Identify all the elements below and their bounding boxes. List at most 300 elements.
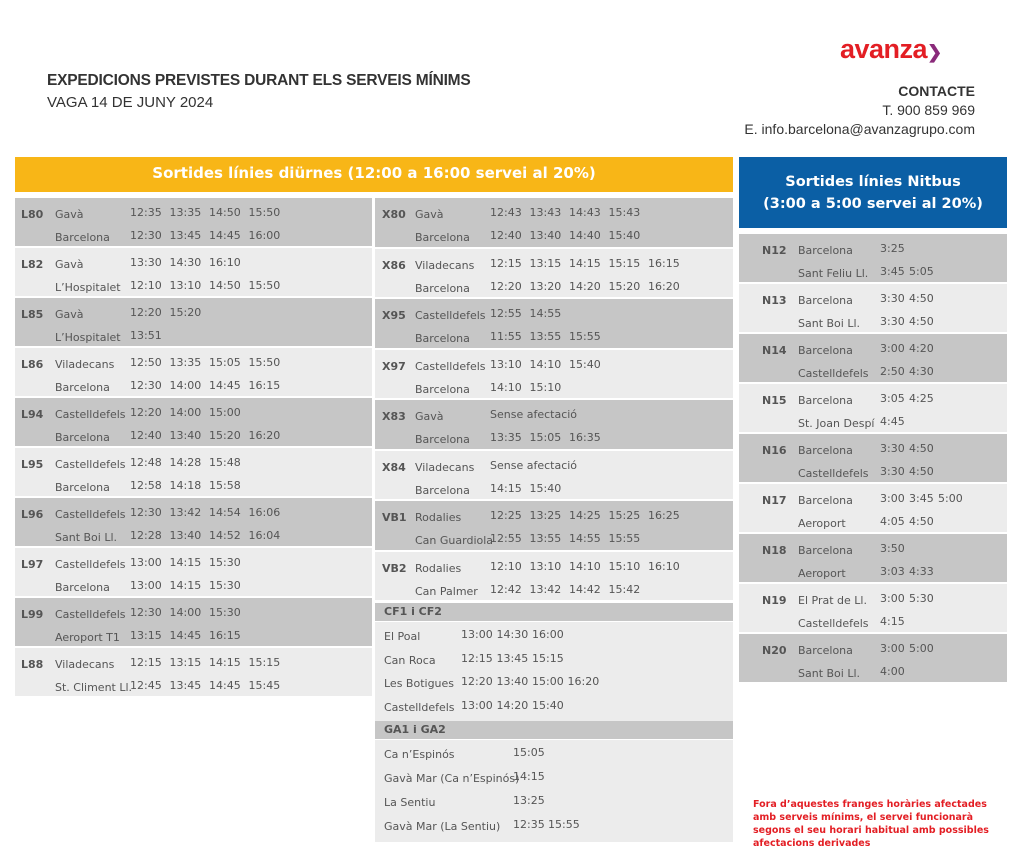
stop-name: Gavà Mar (Ca n’Espinós) <box>384 772 520 785</box>
stop-name: Barcelona <box>798 294 853 307</box>
departure-time: 12:30 <box>130 606 162 619</box>
departure-time: 12:15 <box>490 256 522 270</box>
departure-time: 12:30 <box>130 229 162 242</box>
departure-time: 14:55 <box>529 307 562 320</box>
departure-time: 12:50 <box>130 356 162 369</box>
stop-name: Barcelona <box>415 382 470 396</box>
departure-time: 13:00 <box>130 556 162 569</box>
stop-name: Gavà <box>415 208 444 221</box>
departure-time: 14:55 <box>569 532 601 545</box>
line-row <box>739 484 1007 532</box>
line-row <box>375 198 733 247</box>
line-row <box>375 400 733 449</box>
stop-name: Barcelona <box>415 231 470 244</box>
departure-time: 14:30 <box>169 256 202 269</box>
departure-time: 16:35 <box>569 431 601 444</box>
departure-time: 15:55 <box>608 532 641 545</box>
departure-time: 16:00 <box>532 628 564 641</box>
stop-name: Can Roca <box>384 653 436 667</box>
stop-name: Castelldefels <box>798 367 869 380</box>
departure-time: 13:25 <box>529 509 562 522</box>
line-row <box>15 198 372 246</box>
departure-time: 4:30 <box>909 365 934 378</box>
departure-time: 13:40 <box>169 429 202 442</box>
departure-time: 12:40 <box>490 229 522 242</box>
line-code: X97 <box>382 359 406 373</box>
line-row <box>15 648 372 696</box>
departure-time: 12:20 <box>461 675 493 688</box>
stop-name: Barcelona <box>55 431 110 444</box>
line-row <box>739 534 1007 582</box>
departure-time: 13:00 <box>130 579 162 592</box>
line-code: L97 <box>21 558 44 571</box>
line-row <box>15 598 372 646</box>
day-lines-heading: Sortides línies diürnes (12:00 a 16:00 servei al 20%) <box>15 157 733 192</box>
departure-time: 15:40 <box>569 357 601 371</box>
departure-time: 13:43 <box>529 206 562 219</box>
departure-time: 15:45 <box>248 679 281 692</box>
departure-time: 14:45 <box>209 379 241 392</box>
departure-time: 15:15 <box>248 656 281 669</box>
departure-time: 16:06 <box>248 506 281 519</box>
departure-time: 4:00 <box>880 665 905 678</box>
departure-time: 13:10 <box>529 559 562 573</box>
stop-name: El Prat de Ll. <box>798 594 867 607</box>
departure-time: 15:58 <box>209 479 241 492</box>
departure-time: 3:30 <box>880 465 905 478</box>
stop-name: Gavà <box>55 308 84 321</box>
departure-time: 16:00 <box>248 229 281 242</box>
line-row <box>15 498 372 546</box>
departure-time: 15:50 <box>248 206 281 219</box>
section-heading: GA1 i GA2 <box>375 721 733 739</box>
stop-name: Viladecans <box>415 258 475 272</box>
stop-name: Barcelona <box>798 394 853 407</box>
departure-time: 14:00 <box>169 606 202 619</box>
line-code: VB1 <box>382 511 407 524</box>
departure-time: 13:55 <box>529 330 562 343</box>
line-row <box>15 348 372 396</box>
departure-time: 3:30 <box>880 292 905 305</box>
stop-name: Gavà <box>415 410 444 423</box>
line-row <box>375 299 733 348</box>
stop-name: Viladecans <box>415 460 475 474</box>
stop-name: Rodalies <box>415 561 462 575</box>
departure-time: 14:15 <box>169 579 202 592</box>
departure-time: 16:10 <box>209 256 241 269</box>
line-row <box>15 398 372 446</box>
departure-time: 16:15 <box>209 629 241 642</box>
departure-time: 15:43 <box>608 206 641 219</box>
stop-name: Barcelona <box>798 444 853 457</box>
line-code: L86 <box>21 358 44 371</box>
departure-time: 15:20 <box>209 429 241 442</box>
departure-time: 12:28 <box>130 529 162 542</box>
departure-time: 16:10 <box>648 559 680 573</box>
line-row <box>15 248 372 296</box>
departure-time: 12:45 <box>130 679 162 692</box>
contact-phone: T. 900 859 969 <box>882 102 975 118</box>
stop-name: Barcelona <box>415 433 470 446</box>
departure-time: 12:30 <box>130 379 162 392</box>
departure-time: 15:50 <box>248 279 281 292</box>
departure-time: 12:35 <box>130 206 162 219</box>
stop-name: Barcelona <box>798 494 853 507</box>
line-row <box>739 584 1007 632</box>
departure-time: 13:42 <box>169 506 202 519</box>
departure-time: 3:03 <box>880 565 905 578</box>
stop-name: Sant Boi Ll. <box>55 531 118 544</box>
departure-time: 14:20 <box>496 698 529 712</box>
departure-time: 13:45 <box>169 679 202 692</box>
departure-time: 14:15 <box>490 481 522 495</box>
departure-time: 4:50 <box>909 515 934 528</box>
contact-email[interactable]: E. info.barcelona@avanzagrupo.com <box>744 121 975 137</box>
departure-time: 15:20 <box>169 306 202 319</box>
departure-time: 14:43 <box>569 206 601 219</box>
departure-time: 14:50 <box>209 206 241 219</box>
stop-name: Aeroport T1 <box>55 631 120 644</box>
line-code: L95 <box>21 458 44 471</box>
departure-time: 3:00 <box>880 492 905 505</box>
departure-time: 15:10 <box>529 380 562 394</box>
line-code: L82 <box>21 258 44 271</box>
page-title: EXPEDICIONS PREVISTES DURANT ELS SERVEIS MÍNIMS <box>47 72 471 89</box>
departure-time: 14:25 <box>569 509 601 522</box>
departure-time: 15:42 <box>608 582 641 596</box>
departure-time: 14:52 <box>209 529 241 542</box>
departure-time: 13:20 <box>529 279 562 293</box>
departure-time: 14:40 <box>569 229 601 242</box>
departure-time: 13:45 <box>496 651 529 665</box>
line-code: X83 <box>382 410 406 423</box>
stop-name: Castelldefels <box>55 458 126 471</box>
line-code: X80 <box>382 208 406 221</box>
departure-time: 13:15 <box>169 656 202 669</box>
departure-time: 14:10 <box>569 559 601 573</box>
line-code: N15 <box>762 394 787 407</box>
departure-time: Sense afectació <box>490 458 578 472</box>
line-code: N17 <box>762 494 787 507</box>
departure-time: 15:05 <box>513 746 545 759</box>
departure-time: 13:35 <box>169 206 202 219</box>
departure-time: 16:20 <box>567 675 600 688</box>
departure-time: 16:04 <box>248 529 281 542</box>
departure-time: 15:30 <box>209 556 241 569</box>
departure-time: 15:15 <box>608 256 641 270</box>
departure-time: 13:35 <box>169 356 202 369</box>
departure-time: 14:45 <box>209 679 241 692</box>
line-row <box>15 448 372 496</box>
departure-time: 15:40 <box>529 481 562 495</box>
departure-time: 3:00 <box>880 642 905 655</box>
departure-time: 13:10 <box>169 279 202 292</box>
stop-name: Can Guardiola <box>415 534 494 547</box>
departure-time: 12:55 <box>490 307 522 320</box>
departure-time: 15:48 <box>209 456 241 469</box>
line-code: L96 <box>21 508 44 521</box>
departure-time: 16:25 <box>648 509 680 522</box>
departure-time: 15:25 <box>608 509 641 522</box>
departure-time: 14:28 <box>169 456 202 469</box>
stop-name: Gavà <box>55 258 84 271</box>
stop-name: St. Joan Despí <box>798 417 875 430</box>
contact-heading: CONTACTE <box>898 83 975 99</box>
departure-time: 4:20 <box>909 342 934 355</box>
departure-time: 13:40 <box>169 529 202 542</box>
departure-time: 13:51 <box>130 329 162 342</box>
departure-time: 15:55 <box>548 818 580 831</box>
stop-name: Barcelona <box>415 483 470 497</box>
line-row <box>739 334 1007 382</box>
stop-name: Viladecans <box>55 658 115 671</box>
departure-time: 15:20 <box>608 279 641 293</box>
departure-time: 15:15 <box>532 651 564 665</box>
stop-name: Barcelona <box>55 481 110 494</box>
departure-time: 2:50 <box>880 365 905 378</box>
departure-time: 15:50 <box>248 356 281 369</box>
departure-time: 13:55 <box>529 532 562 545</box>
departure-time: 14:15 <box>169 556 202 569</box>
departure-time: 12:15 <box>461 651 493 665</box>
departure-time: 12:10 <box>130 279 162 292</box>
departure-time: 13:45 <box>169 229 202 242</box>
stop-name: Barcelona <box>415 281 470 295</box>
departure-time: 14:50 <box>209 279 241 292</box>
stop-name: Aeroport <box>798 567 846 580</box>
departure-time: 12:25 <box>490 509 522 522</box>
departure-time: 12:43 <box>490 206 522 219</box>
departure-time: 12:20 <box>130 306 162 319</box>
line-code: N16 <box>762 444 787 457</box>
stop-name: Les Botigues <box>384 677 455 690</box>
departure-time: 3:30 <box>880 315 905 328</box>
departure-time: 12:30 <box>130 506 162 519</box>
stop-name: Castelldefels <box>55 558 126 571</box>
departure-time: 12:20 <box>130 406 162 419</box>
departure-time: 5:00 <box>909 642 934 655</box>
departure-time: 13:42 <box>529 582 562 596</box>
stop-name: Viladecans <box>55 358 115 371</box>
line-code: X84 <box>382 460 406 474</box>
stop-name: Barcelona <box>798 344 853 357</box>
departure-time: 15:10 <box>608 559 641 573</box>
departure-time: 14:18 <box>169 479 202 492</box>
departure-time: 15:40 <box>532 698 564 712</box>
departure-time: 14:15 <box>569 256 601 270</box>
departure-time: 15:05 <box>209 356 241 369</box>
contact-block <box>744 82 975 139</box>
departure-time: 12:58 <box>130 479 162 492</box>
logo-chevron-icon: ❯ <box>927 42 942 62</box>
departure-time: 14:15 <box>513 770 545 783</box>
departure-time: 5:05 <box>909 265 934 278</box>
departure-time: Sense afectació <box>490 408 578 421</box>
stop-name: Barcelona <box>55 381 110 394</box>
stop-name: Castelldefels <box>55 608 126 621</box>
line-code: N12 <box>762 244 787 257</box>
line-row <box>375 350 733 399</box>
departure-time: 16:20 <box>248 429 281 442</box>
stop-name: Sant Feliu Ll. <box>798 267 869 280</box>
departure-time: 14:00 <box>169 406 202 419</box>
departure-time: 3:30 <box>880 442 905 455</box>
departure-time: 14:42 <box>569 582 601 596</box>
departure-time: 13:35 <box>490 431 522 444</box>
stop-name: Castelldefels <box>415 359 486 373</box>
line-row <box>375 451 733 500</box>
line-row <box>15 548 372 596</box>
departure-time: 12:10 <box>490 559 522 573</box>
stop-name: L’Hospitalet <box>55 281 121 294</box>
departure-time: 12:42 <box>490 582 522 596</box>
departure-time: 4:33 <box>909 565 934 578</box>
line-row <box>739 434 1007 482</box>
departure-time: 3:05 <box>880 392 905 405</box>
departure-time: 5:30 <box>909 592 934 605</box>
departure-time: 14:10 <box>490 380 522 394</box>
departure-time: 13:15 <box>130 629 162 642</box>
stop-name: Castelldefels <box>798 617 869 630</box>
departure-time: 5:00 <box>938 492 963 505</box>
stop-name: Gavà <box>55 208 84 221</box>
departure-time: 12:35 <box>513 818 545 831</box>
line-code: N18 <box>762 544 787 557</box>
departure-time: 4:50 <box>909 315 934 328</box>
departure-time: 4:50 <box>909 292 934 305</box>
line-row <box>739 234 1007 282</box>
departure-time: 15:40 <box>608 229 641 242</box>
departure-time: 13:00 <box>461 698 493 712</box>
departure-time: 3:50 <box>880 542 905 555</box>
departure-time: 14:45 <box>209 229 241 242</box>
line-code: N20 <box>762 644 787 657</box>
stop-name: Sant Boi Ll. <box>798 667 861 680</box>
departure-time: 13:15 <box>529 256 562 270</box>
stop-name: Barcelona <box>55 581 110 594</box>
departure-time: 15:05 <box>529 431 562 444</box>
stop-name: Castelldefels <box>55 508 126 521</box>
line-code: N13 <box>762 294 787 307</box>
departure-time: 13:40 <box>496 675 529 688</box>
line-row <box>375 552 733 601</box>
stop-name: Aeroport <box>798 517 846 530</box>
departure-time: 15:00 <box>532 675 564 688</box>
departure-time: 12:40 <box>130 429 162 442</box>
departure-time: 4:15 <box>880 615 905 628</box>
stop-name: Rodalies <box>415 511 462 524</box>
line-code: L85 <box>21 308 44 321</box>
line-code: X95 <box>382 309 406 322</box>
stop-name: Gavà Mar (La Sentiu) <box>384 820 501 833</box>
stop-name: La Sentiu <box>384 796 436 809</box>
line-code: X86 <box>382 258 406 272</box>
stop-name: Barcelona <box>55 231 110 244</box>
departure-time: 4:50 <box>909 442 934 455</box>
stop-name: El Poal <box>384 630 421 643</box>
departure-time: 4:25 <box>909 392 934 405</box>
stop-name: Castelldefels <box>798 467 869 480</box>
line-row <box>739 384 1007 432</box>
stop-name: Barcelona <box>798 544 853 557</box>
line-code: L80 <box>21 208 44 221</box>
departure-time: 3:45 <box>880 265 905 278</box>
departure-time: 14:20 <box>569 279 601 293</box>
stop-name: Can Palmer <box>415 584 478 598</box>
section-body <box>375 622 733 722</box>
departure-time: 4:50 <box>909 465 934 478</box>
line-code: N19 <box>762 594 787 607</box>
line-row <box>375 501 733 550</box>
departure-time: 12:15 <box>130 656 162 669</box>
night-lines-heading: Sortides línies Nitbus (3:00 a 5:00 servei al 20%) <box>739 157 1007 228</box>
departure-time: 4:05 <box>880 515 905 528</box>
line-row <box>739 634 1007 682</box>
departure-time: 14:54 <box>209 506 241 519</box>
avanza-logo: avanza❯ <box>840 34 942 64</box>
stop-name: Barcelona <box>798 244 853 257</box>
departure-time: 14:45 <box>169 629 202 642</box>
departure-time: 12:55 <box>490 532 522 545</box>
departure-time: 14:10 <box>529 357 562 371</box>
line-code: VB2 <box>382 561 407 575</box>
departure-time: 16:15 <box>248 379 281 392</box>
departure-time: 3:00 <box>880 342 905 355</box>
departure-time: 14:15 <box>209 656 241 669</box>
departure-time: 12:48 <box>130 456 162 469</box>
line-code: L94 <box>21 408 44 421</box>
stop-name: Sant Boi Ll. <box>798 317 861 330</box>
section-heading: CF1 i CF2 <box>375 603 733 621</box>
departure-time: 15:55 <box>569 330 601 343</box>
departure-time: 14:30 <box>496 628 529 641</box>
section-body <box>375 740 733 842</box>
line-code: N14 <box>762 344 787 357</box>
line-code: L99 <box>21 608 44 621</box>
departure-time: 15:00 <box>209 406 241 419</box>
departure-time: 13:40 <box>529 229 562 242</box>
departure-time: 3:45 <box>909 492 934 505</box>
footnote: Fora d’aquestes franges horàries afectades amb serveis mínims, el servei funcionarà segons el seu horari habitual amb possibles afectacions derivades <box>753 799 989 849</box>
departure-time: 15:30 <box>209 579 241 592</box>
stop-name: Castelldefels <box>55 408 126 421</box>
departure-time: 13:10 <box>490 357 522 371</box>
departure-time: 3:25 <box>880 242 905 255</box>
line-row <box>375 249 733 298</box>
stop-name: Castelldefels <box>384 700 455 714</box>
departure-time: 16:15 <box>648 256 680 270</box>
departure-time: 14:00 <box>169 379 202 392</box>
line-code: L88 <box>21 658 44 671</box>
departure-time: 16:20 <box>648 279 680 293</box>
departure-time: 12:20 <box>490 279 522 293</box>
departure-time: 11:55 <box>490 330 522 343</box>
stop-name: Castelldefels <box>415 309 486 322</box>
line-row <box>15 298 372 346</box>
stop-name: Barcelona <box>798 644 853 657</box>
departure-time: 13:00 <box>461 628 493 641</box>
stop-name: St. Climent Ll. <box>55 681 133 694</box>
departure-time: 3:00 <box>880 592 905 605</box>
stop-name: Barcelona <box>415 332 470 345</box>
line-row <box>739 284 1007 332</box>
stop-name: L’Hospitalet <box>55 331 121 344</box>
page-subtitle: VAGA 14 DE JUNY 2024 <box>47 94 214 111</box>
departure-time: 4:45 <box>880 415 905 428</box>
departure-time: 13:25 <box>513 794 545 807</box>
departure-time: 15:30 <box>209 606 241 619</box>
departure-time: 13:30 <box>130 256 162 269</box>
